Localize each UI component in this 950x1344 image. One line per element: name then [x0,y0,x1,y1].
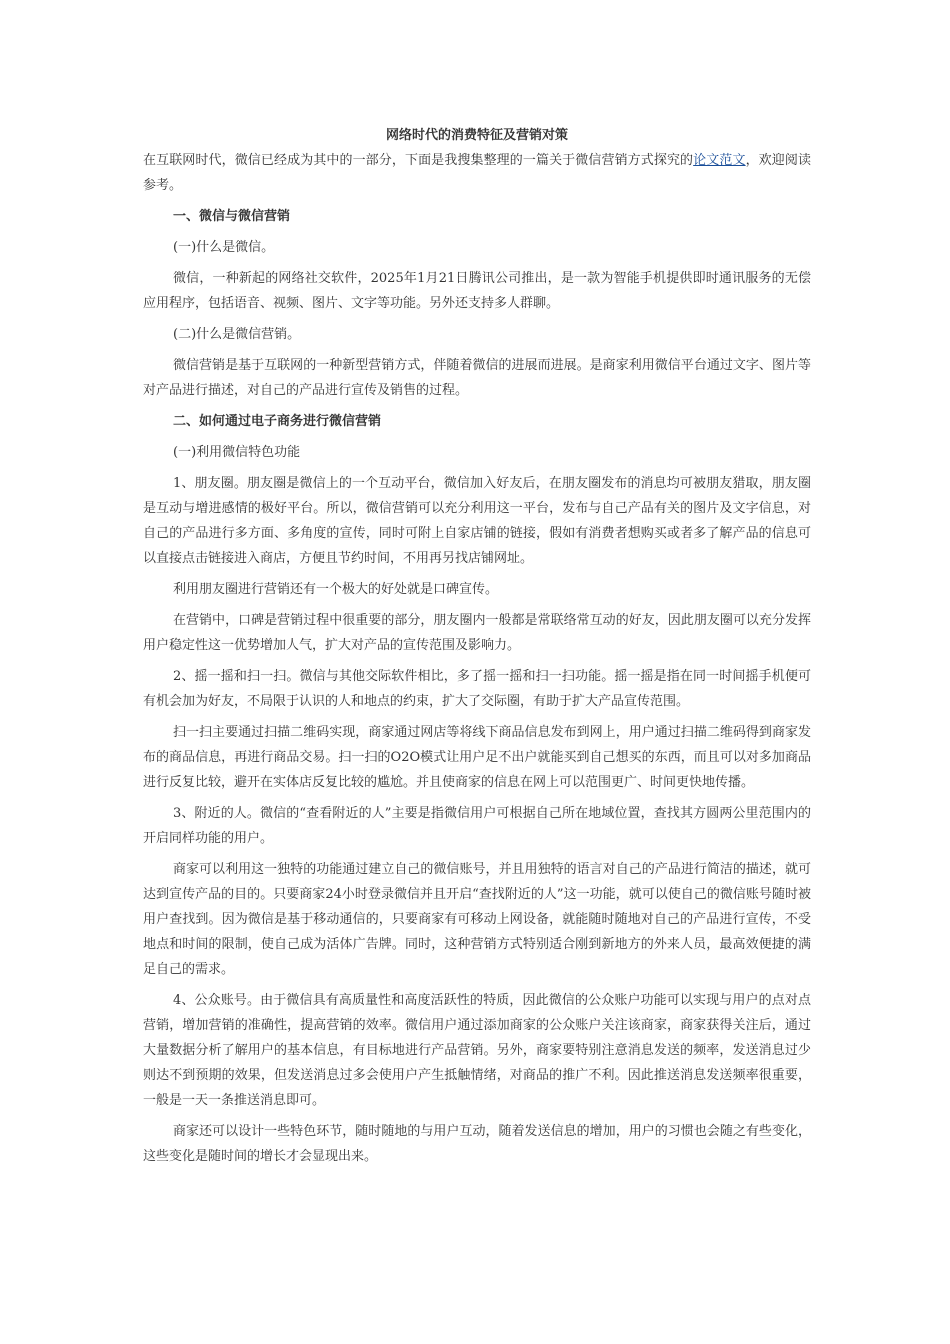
document-page [143,124,811,1175]
intro-text: 在互联网时代，微信已经成为其中的一部分，下面是我搜集整理的一篇关于微信营销方式探究的 [143,153,694,168]
body-paragraph: (一)什么是微信。 [173,240,275,255]
body-paragraph: 商家可以利用这一独特的功能通过建立自己的微信账号，并且用独特的语言对自己的产品进行简洁的描述，就可达到宣传产品的目的。只要商家24小时登录微信并且开启“查找附近的人”这一功能，就可以使自己的微信账号随时被用户查找到。因为微信是基于移动通信的，只要商家有可移动上网设备，就能随时随地对自己的产品进行宣传，不受地点和时间的限制，使自己成为活体广告牌。同时，这种营销方式特别适合刚到新地方的外来人员，最高效便捷的满足自己的需求。 [143,862,811,977]
section-heading: 一、微信与微信营销 [173,209,291,224]
body-paragraph: 3、附近的人。微信的“查看附近的人”主要是指微信用户可根据自己所在地域位置，查找其方圆两公里范围内的开启同样功能的用户。 [143,806,811,846]
intro-paragraph [143,148,811,198]
document-body [143,204,811,1169]
body-paragraph: 1、朋友圈。朋友圈是微信上的一个互动平台，微信加入好友后，在朋友圈发布的消息均可被朋友猎取，朋友圈是互动与增进感情的极好平台。所以，微信营销可以充分利用这一平台，发布与自己产品有关的图片及文字信息，对自己的产品进行多方面、多角度的宣传，同时可附上自家店铺的链接，假如有消费者想购买或者多了解产品的信息可以直接点击链接进入商店，方便且节约时间，不用再另找店铺网址。 [143,476,811,566]
body-paragraph: 4、公众账号。由于微信具有高质量性和高度活跃性的特质，因此微信的公众账户功能可以实现与用户的点对点营销，增加营销的准确性，提高营销的效率。微信用户通过添加商家的公众账户关注该商家，商家获得关注后，通过大量数据分析了解用户的基本信息，有目标地进行产品营销。另外，商家要特别注意消息发送的频率，发送消息过少则达不到预期的效果，但发送消息过多会使用户产生抵触情绪，对商品的推广不利。因此推送消息发送频率很重要，一般是一天一条推送消息即可。 [143,993,811,1108]
body-paragraph: 扫一扫主要通过扫描二维码实现，商家通过网店等将线下商品信息发布到网上，用户通过扫描二维码得到商家发布的商品信息，再进行商品交易。扫一扫的O2O模式让用户足不出户就能买到自己想买的东西，而且可以对多加商品进行反复比较，避开在实体店反复比较的尴尬。并且使商家的信息在网上可以范围更广、时间更快地传播。 [143,725,811,790]
body-paragraph: (二)什么是微信营销。 [173,327,301,342]
body-paragraph: 商家还可以设计一些特色环节，随时随地的与用户互动，随着发送信息的增加，用户的习惯也会随之有些变化，这些变化是随时间的增长才会显现出来。 [143,1124,811,1164]
intro-text-end: ，欢迎阅读参考。 [143,153,811,193]
body-paragraph: (一)利用微信特色功能 [173,445,301,460]
body-paragraph: 微信，一种新起的网络社交软件，2025年1月21日腾讯公司推出，是一款为智能手机提供即时通讯服务的无偿应用程序，包括语音、视频、图片、文字等功能。另外还支持多人群聊。 [143,271,811,311]
section-heading: 二、如何通过电子商务进行微信营销 [173,414,382,429]
body-paragraph: 2、摇一摇和扫一扫。微信与其他交际软件相比，多了摇一摇和扫一扫功能。摇一摇是指在同一时间摇手机便可有机会加为好友，不局限于认识的人和地点的约束，扩大了交际圈，有助于扩大产品宣传范围。 [143,669,811,709]
body-paragraph: 微信营销是基于互联网的一种新型营销方式，伴随着微信的进展而进展。是商家利用微信平台通过文字、图片等对产品进行描述，对自己的产品进行宣传及销售的过程。 [143,358,811,398]
body-paragraph: 利用朋友圈进行营销还有一个极大的好处就是口碑宣传。 [173,582,499,597]
body-paragraph: 在营销中，口碑是营销过程中很重要的部分，朋友圈内一般都是常联络常互动的好友，因此朋友圈可以充分发挥用户稳定性这一优势增加人气，扩大对产品的宣传范围及影响力。 [143,613,811,653]
essay-link[interactable]: 论文范文 [693,153,746,168]
document-title: 网络时代的消费特征及营销对策 [385,128,568,143]
